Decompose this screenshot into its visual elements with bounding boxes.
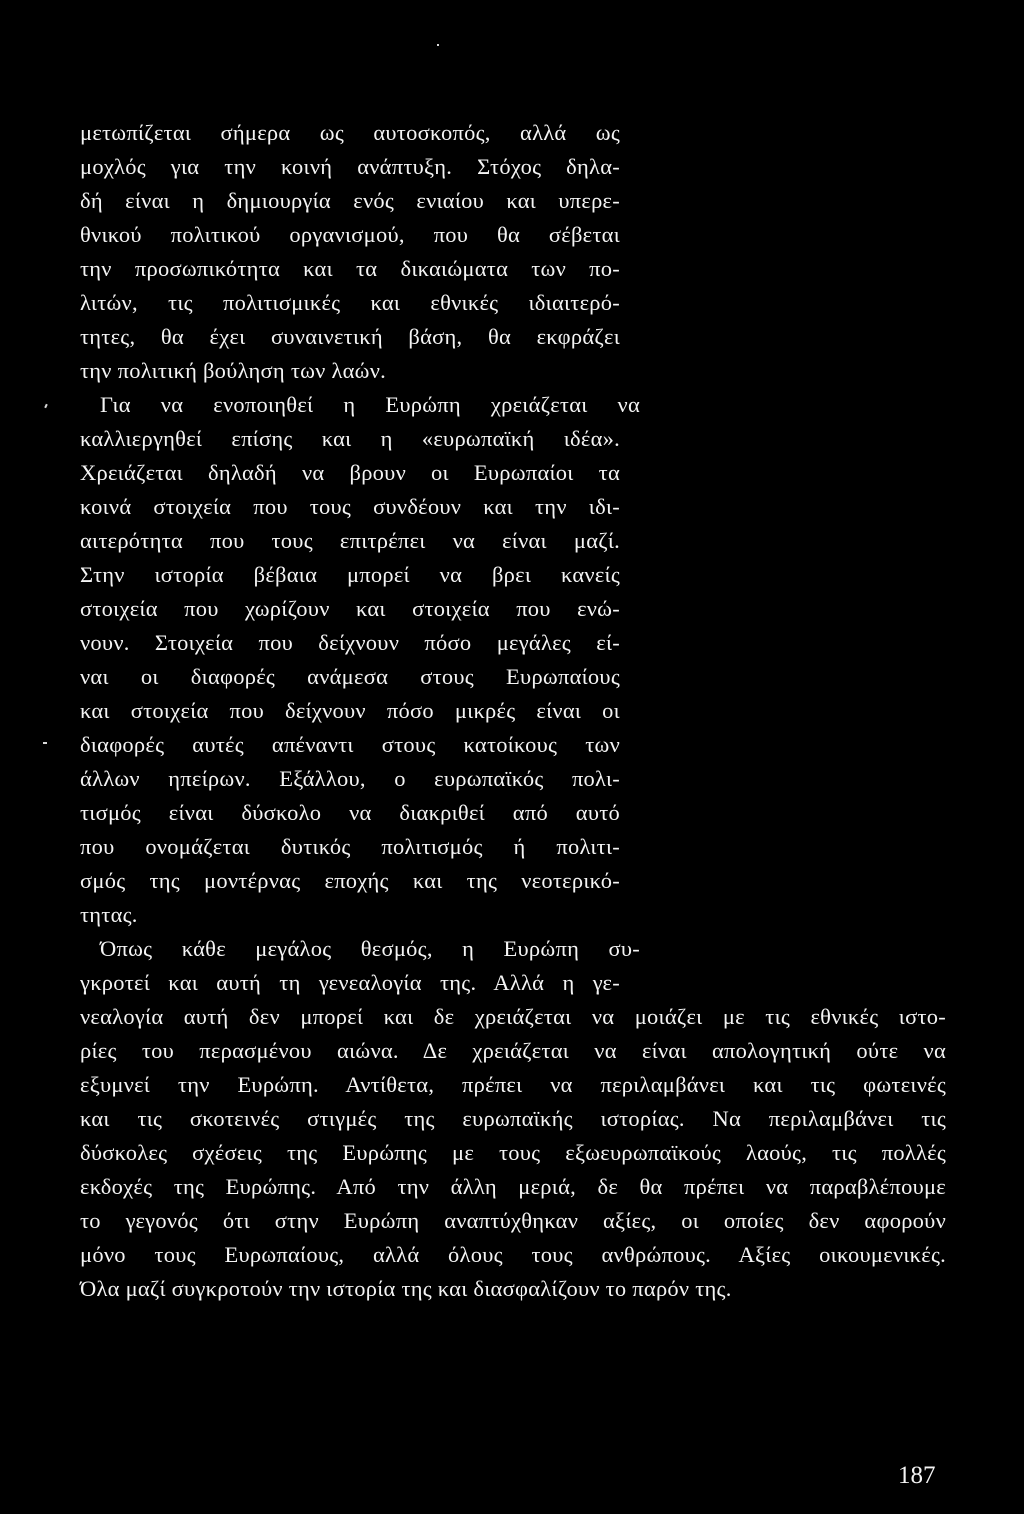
scan-speck: [437, 44, 439, 46]
scan-speck: [44, 404, 48, 408]
text-line: εξυμνεί την Ευρώπη. Αντίθετα, πρέπει να περιλαμβάνει και τις φωτεινές: [80, 1072, 946, 1097]
text-line: άλλων ηπείρων. Εξάλλου, ο ευρωπαϊκός πολι-: [80, 766, 620, 791]
page-number: 187: [898, 1462, 936, 1489]
text-line: λιτών, τις πολιτισμικές και εθνικές ιδιαιτερό-: [80, 290, 620, 315]
text-line: Όπως κάθε μεγάλος θεσμός, η Ευρώπη συ-: [100, 936, 640, 961]
text-line: δύσκολες σχέσεις της Ευρώπης με τους εξωευρωπαϊκούς λαούς, τις πολλές: [80, 1140, 946, 1165]
text-line: το γεγονός ότι στην Ευρώπη αναπτύχθηκαν αξίες, οι οποίες δεν αφορούν: [80, 1208, 946, 1233]
text-line: γκροτεί και αυτή τη γενεαλογία της. Αλλά η γε-: [80, 970, 620, 995]
text-line: τητας.: [80, 902, 138, 927]
text-line: θνικού πολιτικού οργανισμού, που θα σέβεται: [80, 222, 620, 247]
text-line: που ονομάζεται δυτικός πολιτισμός ή πολιτι-: [80, 834, 620, 859]
text-line: κοινά στοιχεία που τους συνδέουν και την ιδι-: [80, 494, 620, 519]
text-line: σμός της μοντέρνας εποχής και της νεοτερικό-: [80, 868, 620, 893]
text-line: διαφορές αυτές απέναντι στους κατοίκους των: [80, 732, 620, 757]
text-line: Στην ιστορία βέβαια μπορεί να βρει κανείς: [80, 562, 620, 587]
scan-speck: [43, 742, 47, 744]
text-line: την προσωπικότητα και τα δικαιώματα των πο-: [80, 256, 620, 281]
text-line: δή είναι η δημιουργία ενός ενιαίου και υπερε-: [80, 188, 620, 213]
text-line: καλλιεργηθεί επίσης και η «ευρωπαϊκή ιδέα».: [80, 426, 620, 451]
text-line: τισμός είναι δύσκολο να διακριθεί από αυτό: [80, 800, 620, 825]
text-line: νουν. Στοιχεία που δείχνουν πόσο μεγάλες εί-: [80, 630, 620, 655]
text-line: Για να ενοποιηθεί η Ευρώπη χρειάζεται να: [100, 392, 640, 417]
text-line: μοχλός για την κοινή ανάπτυξη. Στόχος δηλα-: [80, 154, 620, 179]
text-line: εκδοχές της Ευρώπης. Από την άλλη μεριά, δε θα πρέπει να παραβλέπουμε: [80, 1174, 946, 1199]
text-line: στοιχεία που χωρίζουν και στοιχεία που ενώ-: [80, 596, 620, 621]
text-line: Χρειάζεται δηλαδή να βρουν οι Ευρωπαίοι τα: [80, 460, 620, 485]
text-line: τητες, θα έχει συναινετική βάση, θα εκφράζει: [80, 324, 620, 349]
text-line: ναι οι διαφορές ανάμεσα στους Ευρωπαίους: [80, 664, 620, 689]
text-line: αιτερότητα που τους επιτρέπει να είναι μαζί.: [80, 528, 620, 553]
text-line: την πολιτική βούληση των λαών.: [80, 358, 387, 383]
text-line: νεαλογία αυτή δεν μπορεί και δε χρειάζεται να μοιάζει με τις εθνικές ιστο-: [80, 1004, 946, 1029]
text-line: Όλα μαζί συγκροτούν την ιστορία της και διασφαλίζουν το παρόν της.: [80, 1276, 732, 1301]
text-line: και στοιχεία που δείχνουν πόσο μικρές είναι οι: [80, 698, 620, 723]
text-line: ρίες του περασμένου αιώνα. Δε χρειάζεται να είναι απολογητική ούτε να: [80, 1038, 946, 1063]
text-line: και τις σκοτεινές στιγμές της ευρωπαϊκής ιστορίας. Να περιλαμβάνει τις: [80, 1106, 946, 1131]
text-line: μόνο τους Ευρωπαίους, αλλά όλους τους ανθρώπους. Αξίες οικουμενικές.: [80, 1242, 946, 1267]
text-line: μετωπίζεται σήμερα ως αυτοσκοπός, αλλά ως: [80, 120, 620, 145]
